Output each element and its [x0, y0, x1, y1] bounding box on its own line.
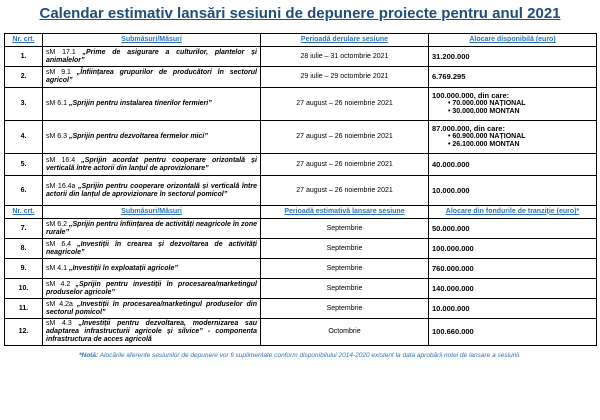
allocation-cell	[429, 121, 597, 154]
column-header: Perioadă derulare sesiune	[261, 34, 429, 47]
session-period: Octombrie	[261, 319, 429, 346]
allocation-cell	[429, 154, 597, 176]
allocation-amount: 100.000.000, din care:	[432, 91, 510, 100]
row-number: 11.	[5, 299, 43, 319]
row-number: 4.	[5, 121, 43, 154]
allocation-amount: 10.000.000	[432, 185, 470, 195]
column-header: Alocare din fondurile de tranziție (euro)*	[429, 206, 597, 219]
measure-code: sM 4.3	[46, 320, 72, 327]
allocation-cell	[429, 88, 597, 121]
allocation-breakdown: • 30.000.000 MONTAN	[448, 108, 520, 115]
allocation-cell	[429, 67, 597, 88]
row-number: 1.	[5, 47, 43, 67]
measure-code: sM 4.2a	[46, 300, 73, 308]
measure-code: sM 6.1	[46, 100, 68, 107]
measure-name: „Investiții în crearea și dezvoltarea de activități neagricole”	[46, 240, 257, 256]
table-row	[5, 176, 597, 206]
table-row	[5, 154, 597, 176]
row-number: 9.	[5, 259, 43, 279]
table-row	[5, 121, 597, 154]
row-number: 5.	[5, 154, 43, 176]
allocation-cell	[429, 176, 597, 206]
allocation-cell	[429, 319, 597, 346]
column-header: Nr. crt.	[5, 34, 43, 47]
table-row	[5, 259, 597, 279]
measure-code: sM 6.4	[46, 240, 72, 248]
column-header: Perioadă estimativă lansare sesiune	[261, 206, 429, 219]
allocation-breakdown: • 70.000.000 NAȚIONAL	[448, 100, 526, 107]
column-header: Submăsuri/Măsuri	[43, 206, 261, 219]
measure-cell	[43, 299, 261, 319]
measure-cell	[43, 88, 261, 121]
allocation-amount: 40.000.000	[432, 159, 470, 169]
session-period: 27 august – 26 noiembrie 2021	[261, 176, 429, 206]
table-row	[5, 219, 597, 239]
measure-name: „Sprijin pentru dezvoltarea fermelor mici”	[68, 133, 208, 140]
measure-cell	[43, 154, 261, 176]
row-number: 2.	[5, 67, 43, 88]
measure-code: sM 16.4	[46, 156, 76, 164]
session-period: Septembrie	[261, 219, 429, 239]
allocation-amount: 31.200.000	[432, 51, 470, 61]
session-period: 27 august – 26 noiembrie 2021	[261, 154, 429, 176]
row-number: 6.	[5, 176, 43, 206]
row-number: 12.	[5, 319, 43, 346]
table-header-row	[5, 34, 597, 47]
session-period: 29 iulie – 29 octombrie 2021	[261, 67, 429, 88]
table-header-row	[5, 206, 597, 219]
allocation-amount: 6.769.295	[432, 72, 466, 81]
row-number: 8.	[5, 239, 43, 259]
table-row	[5, 279, 597, 299]
allocation-cell	[429, 279, 597, 299]
measure-cell	[43, 239, 261, 259]
allocation-amount: 760.000.000	[432, 263, 474, 273]
measure-name: „Sprijin pentru investiții în procesarea/marketingul produselor agricole”	[46, 280, 257, 296]
footnote	[4, 352, 596, 359]
allocation-breakdown: • 26.100.000 MONTAN	[448, 141, 520, 148]
session-period: Septembrie	[261, 279, 429, 299]
table-row	[5, 319, 597, 346]
allocation-breakdown: • 60.900.000 NAȚIONAL	[448, 133, 526, 140]
table-row	[5, 299, 597, 319]
measure-cell	[43, 259, 261, 279]
measure-cell	[43, 279, 261, 299]
allocation-amount: 87.000.000, din care:	[432, 124, 505, 133]
measure-cell	[43, 176, 261, 206]
allocation-cell	[429, 239, 597, 259]
measure-code: sM 17.1	[46, 48, 76, 56]
footnote-label: *Notă:	[78, 352, 99, 359]
table-row	[5, 67, 597, 88]
measure-cell	[43, 47, 261, 67]
row-number: 10.	[5, 279, 43, 299]
allocation-amount: 140.000.000	[432, 283, 474, 293]
measure-cell	[43, 319, 261, 346]
measure-name: „Investiții în exploatații agricole”	[68, 264, 178, 272]
measure-code: sM 6.2	[46, 220, 68, 228]
session-period: 27 august – 26 noiembrie 2021	[261, 121, 429, 154]
session-period: Septembrie	[261, 259, 429, 279]
measure-cell	[43, 121, 261, 154]
table-row	[5, 88, 597, 121]
measure-name: „Investiții pentru dezvoltarea, modernizarea sau adaptarea infrastructurii agricole și silvice” - componenta infrastructura de acces agricolă	[46, 320, 257, 343]
allocation-cell	[429, 47, 597, 67]
measure-name: „Investiții în procesarea/marketingul produselor din sectorul pomicol”	[46, 300, 257, 316]
calendar-table	[4, 33, 597, 346]
measure-cell	[43, 219, 261, 239]
session-period: Septembrie	[261, 299, 429, 319]
session-period: 28 iulie – 31 octombrie 2021	[261, 47, 429, 67]
measure-name: „Sprijin acordat pentru cooperare orizontală și verticală între actorii din lanțul de aprovizionare”	[46, 156, 257, 172]
row-number: 7.	[5, 219, 43, 239]
column-header: Nr. crt.	[5, 206, 43, 219]
allocation-cell	[429, 259, 597, 279]
allocation-cell	[429, 299, 597, 319]
measure-name: „Prime de asigurare a culturilor, plantelor și animalelor”	[46, 48, 257, 64]
allocation-amount: 10.000.000	[432, 303, 470, 313]
page-title: Calendar estimativ lansări sesiuni de depunere proiecte pentru anul 2021	[39, 5, 561, 22]
allocation-cell	[429, 219, 597, 239]
session-period: Septembrie	[261, 239, 429, 259]
measure-name: „Sprijin pentru instalarea tinerilor fermieri”	[68, 100, 212, 107]
row-number: 3.	[5, 88, 43, 121]
table-row	[5, 239, 597, 259]
allocation-amount: 50.000.000	[432, 223, 470, 233]
footnote-text: Alocările aferente sesiunilor de depunere vor fi suplimentate conform disponibilului 2014-2020 existent la data aprobării notei de lansare a sesiunii.	[98, 352, 521, 359]
measure-code: sM 6.3	[46, 133, 68, 140]
measure-name: „Sprijin pentru cooperare orizontală și verticală între actorii din lanțul de aprovizionare în sectorul pomicol”	[46, 182, 257, 198]
measure-code: sM 16.4a	[46, 182, 76, 190]
allocation-amount: 100.000.000	[432, 243, 474, 253]
measure-code: sM 9.1	[46, 69, 71, 76]
measure-cell	[43, 67, 261, 88]
allocation-amount: 100.660.000	[432, 327, 474, 336]
measure-name: „Înființarea grupurilor de producători în sectorul agricol”	[46, 69, 257, 84]
session-period: 27 august – 26 noiembrie 2021	[261, 88, 429, 121]
table-row	[5, 47, 597, 67]
measure-code: sM 4.1	[46, 264, 68, 272]
measure-name: „Sprijin pentru înființarea de activități neagricole în zone rurale”	[46, 220, 257, 236]
column-header: Alocare disponibilă (euro)	[429, 34, 597, 47]
measure-code: sM 4.2	[46, 280, 71, 288]
column-header: Submăsuri/Măsuri	[43, 34, 261, 47]
